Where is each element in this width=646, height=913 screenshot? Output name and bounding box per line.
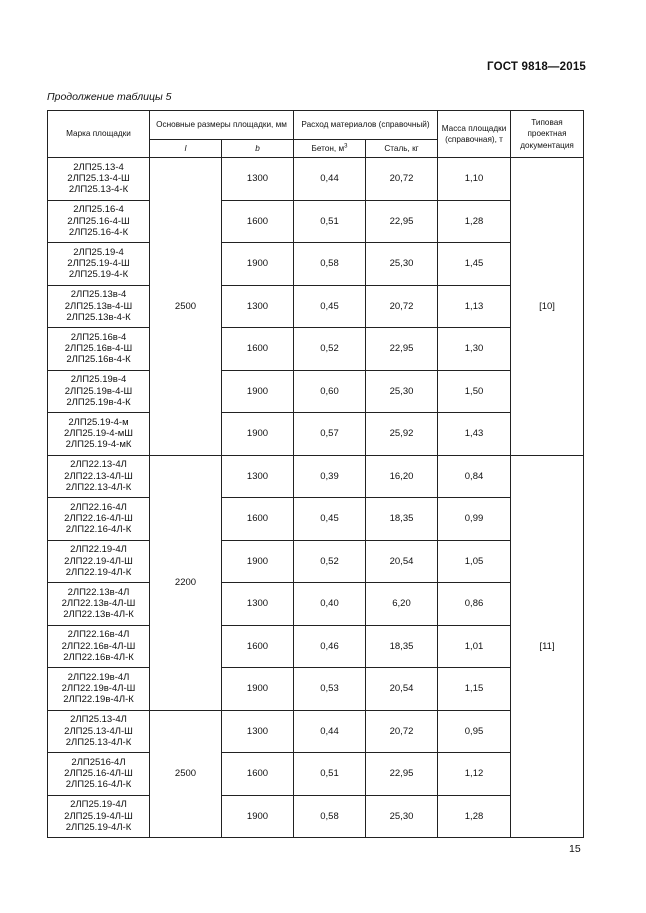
mark-cell <box>48 200 150 243</box>
header-steel: Сталь, кг <box>366 140 438 158</box>
concrete-cell: 0,58 <box>294 243 366 286</box>
mass-cell: 1,43 <box>438 413 511 456</box>
b-cell: 1900 <box>222 243 294 286</box>
mark-cell <box>48 455 150 498</box>
b-cell: 1300 <box>222 158 294 201</box>
steel-cell: 25,30 <box>366 243 438 286</box>
table-row <box>48 753 584 796</box>
mark-cell <box>48 285 150 328</box>
steel-cell: 16,20 <box>366 455 438 498</box>
table-row <box>48 795 584 838</box>
table-row <box>48 625 584 668</box>
concrete-cell: 0,57 <box>294 413 366 456</box>
mark-code: 2ЛП25.16в-4-Ш <box>64 343 133 355</box>
mass-cell: 1,30 <box>438 328 511 371</box>
mark-code: 2ЛП25.13-4-Ш <box>67 173 130 185</box>
mark-code: 2ЛП25.19-4Л-К <box>65 821 132 833</box>
mark-code: 2ЛП25.19в-4 <box>70 374 127 386</box>
mark-code: 2ЛП22.13в-4Л <box>67 586 130 598</box>
steel-cell: 20,72 <box>366 158 438 201</box>
page-number: 15 <box>569 843 581 855</box>
mark-code: 2ЛП25.13-4Л <box>70 714 127 726</box>
concrete-cell: 0,60 <box>294 370 366 413</box>
mark-code: 2ЛП25.13в-4-Ш <box>64 300 133 312</box>
mark-code: 2ЛП25.19в-4-Ш <box>64 385 133 397</box>
mark-code: 2ЛП25.13-4Л-Ш <box>64 725 133 737</box>
table-row <box>48 710 584 753</box>
mark-code: 2ЛП22.16-4Л-К <box>65 524 132 536</box>
steel-cell: 20,72 <box>366 285 438 328</box>
mark-cell <box>48 753 150 796</box>
mark-code: 2ЛП25.19-4-мШ <box>64 428 133 440</box>
mark-code: 2ЛП2516-4Л <box>71 756 126 768</box>
mark-code: 2ЛП22.19-4Л <box>70 544 127 556</box>
header-concrete: Бетон, $м^3$ <box>294 140 366 158</box>
mass-cell: 0,95 <box>438 710 511 753</box>
mark-code: 2ЛП22.13-4Л-Ш <box>64 470 133 482</box>
mark-cell <box>48 795 150 838</box>
mark-code: 2ЛП22.19-4Л-К <box>65 566 132 578</box>
mark-code: 2ЛП25.19-4-К <box>68 269 129 281</box>
header-mark: Марка площадки <box>48 111 150 158</box>
steel-cell: 18,35 <box>366 498 438 541</box>
header-dimensions: Основные размеры площадки, мм <box>150 111 294 140</box>
b-cell: 1900 <box>222 413 294 456</box>
concrete-cell: 0,46 <box>294 625 366 668</box>
mark-code: 2ЛП22.13в-4Л-К <box>63 609 134 621</box>
mass-cell: 1,10 <box>438 158 511 201</box>
mark-code: 2ЛП25.16-4-Ш <box>67 215 130 227</box>
table-caption: Продолжение таблицы 5 <box>47 91 172 103</box>
mark-code: 2ЛП22.16в-4Л <box>67 629 130 641</box>
mark-cell <box>48 413 150 456</box>
b-cell: 1300 <box>222 285 294 328</box>
concrete-cell: 0,58 <box>294 795 366 838</box>
table-body <box>48 158 584 838</box>
b-cell: 1900 <box>222 668 294 711</box>
header-consumption: Расход материалов (справочный) <box>294 111 438 140</box>
mark-cell <box>48 668 150 711</box>
header-l: l <box>150 140 222 158</box>
mass-cell: 0,99 <box>438 498 511 541</box>
mark-code: 2ЛП22.16в-4Л-Ш <box>61 640 136 652</box>
mark-code: 2ЛП25.13в-4 <box>70 289 127 301</box>
mark-cell <box>48 583 150 626</box>
mark-cell <box>48 625 150 668</box>
mark-code: 2ЛП22.16в-4Л-К <box>63 651 134 663</box>
concrete-cell: 0,40 <box>294 583 366 626</box>
concrete-cell: 0,52 <box>294 540 366 583</box>
concrete-cell: 0,51 <box>294 753 366 796</box>
mass-cell: 1,28 <box>438 200 511 243</box>
mass-cell: 1,28 <box>438 795 511 838</box>
mark-code: 2ЛП25.19-4Л-Ш <box>64 810 133 822</box>
l-cell: 2500 <box>150 710 222 838</box>
mark-code: 2ЛП22.19в-4Л <box>67 671 130 683</box>
concrete-cell: 0,45 <box>294 498 366 541</box>
mark-code: 2ЛП25.13в-4-К <box>66 311 131 323</box>
mark-code: 2ЛП22.19в-4Л-К <box>63 694 134 706</box>
header-b: b <box>222 140 294 158</box>
table-row <box>48 370 584 413</box>
steel-cell: 22,95 <box>366 328 438 371</box>
steel-cell: 22,95 <box>366 200 438 243</box>
mark-cell <box>48 540 150 583</box>
mass-cell: 1,05 <box>438 540 511 583</box>
l-cell: 2500 <box>150 158 222 456</box>
steel-cell: 18,35 <box>366 625 438 668</box>
b-cell: 1300 <box>222 455 294 498</box>
table-row <box>48 158 584 201</box>
b-cell: 1300 <box>222 710 294 753</box>
concrete-cell: 0,51 <box>294 200 366 243</box>
table-row <box>48 498 584 541</box>
steel-cell: 25,30 <box>366 795 438 838</box>
concrete-cell: 0,44 <box>294 710 366 753</box>
mark-code: 2ЛП25.16в-4 <box>70 331 127 343</box>
mark-cell <box>48 710 150 753</box>
l-cell: 2200 <box>150 455 222 710</box>
concrete-cell: 0,52 <box>294 328 366 371</box>
mark-cell <box>48 498 150 541</box>
table-row <box>48 413 584 456</box>
mark-code: 2ЛП22.19-4Л-Ш <box>64 555 133 567</box>
specification-table <box>47 110 584 838</box>
mark-code: 2ЛП22.13-4Л-К <box>65 481 132 493</box>
b-cell: 1600 <box>222 200 294 243</box>
mass-cell: 1,12 <box>438 753 511 796</box>
mark-code: 2ЛП25.13-4 <box>73 161 124 173</box>
b-cell: 1600 <box>222 625 294 668</box>
mark-cell <box>48 243 150 286</box>
mark-code: 2ЛП25.16в-4-К <box>66 354 131 366</box>
table-row <box>48 328 584 371</box>
mark-code: 2ЛП25.19-4-мК <box>65 439 132 451</box>
mass-cell: 1,13 <box>438 285 511 328</box>
mark-code: 2ЛП25.19-4-м <box>68 416 129 428</box>
table-row <box>48 200 584 243</box>
document-code: ГОСТ 9818—2015 <box>487 61 587 73</box>
mark-code: 2ЛП25.13-4-К <box>68 184 129 196</box>
table-row <box>48 455 584 498</box>
mark-code: 2ЛП25.16-4 <box>73 204 124 216</box>
table-row <box>48 540 584 583</box>
documentation-cell: [11] <box>511 455 584 838</box>
table-row <box>48 285 584 328</box>
mark-code: 2ЛП25.13-4Л-К <box>65 736 132 748</box>
documentation-cell: [10] <box>511 158 584 456</box>
steel-cell: 22,95 <box>366 753 438 796</box>
b-cell: 1600 <box>222 328 294 371</box>
header-mass: Масса площадки (справочная), т <box>438 111 511 158</box>
mark-code: 2ЛП25.16-4Л-Ш <box>64 768 133 780</box>
header-documentation: Типовая проектная документация <box>511 111 584 158</box>
mass-cell: 1,50 <box>438 370 511 413</box>
concrete-cell: 0,45 <box>294 285 366 328</box>
mass-cell: 1,15 <box>438 668 511 711</box>
mass-cell: 1,01 <box>438 625 511 668</box>
mass-cell: 0,86 <box>438 583 511 626</box>
steel-cell: 20,54 <box>366 540 438 583</box>
concrete-cell: 0,53 <box>294 668 366 711</box>
table-row <box>48 243 584 286</box>
concrete-cell: 0,44 <box>294 158 366 201</box>
steel-cell: 20,72 <box>366 710 438 753</box>
mark-code: 2ЛП22.13-4Л <box>70 459 127 471</box>
mark-cell <box>48 328 150 371</box>
mass-cell: 0,84 <box>438 455 511 498</box>
b-cell: 1900 <box>222 795 294 838</box>
mark-code: 2ЛП22.16-4Л <box>70 501 127 513</box>
b-cell: 1900 <box>222 370 294 413</box>
mass-cell: 1,45 <box>438 243 511 286</box>
mark-code: 2ЛП25.19-4-Ш <box>67 258 130 270</box>
b-cell: 1600 <box>222 498 294 541</box>
steel-cell: 6,20 <box>366 583 438 626</box>
table-row <box>48 583 584 626</box>
mark-code: 2ЛП25.19в-4-К <box>66 396 131 408</box>
b-cell: 1600 <box>222 753 294 796</box>
mark-code: 2ЛП25.16-4-К <box>68 226 129 238</box>
mark-cell <box>48 370 150 413</box>
mark-code: 2ЛП22.19в-4Л-Ш <box>61 683 136 695</box>
concrete-cell: 0,39 <box>294 455 366 498</box>
table-row <box>48 668 584 711</box>
steel-cell: 25,30 <box>366 370 438 413</box>
mark-code: 2ЛП22.16-4Л-Ш <box>64 513 133 525</box>
steel-cell: 20,54 <box>366 668 438 711</box>
mark-code: 2ЛП25.16-4Л-К <box>65 779 132 791</box>
mark-code: 2ЛП22.13в-4Л-Ш <box>61 598 136 610</box>
b-cell: 1900 <box>222 540 294 583</box>
mark-code: 2ЛП25.19-4 <box>73 246 124 258</box>
b-cell: 1300 <box>222 583 294 626</box>
mark-cell <box>48 158 150 201</box>
steel-cell: 25,92 <box>366 413 438 456</box>
mark-code: 2ЛП25.19-4Л <box>70 799 127 811</box>
